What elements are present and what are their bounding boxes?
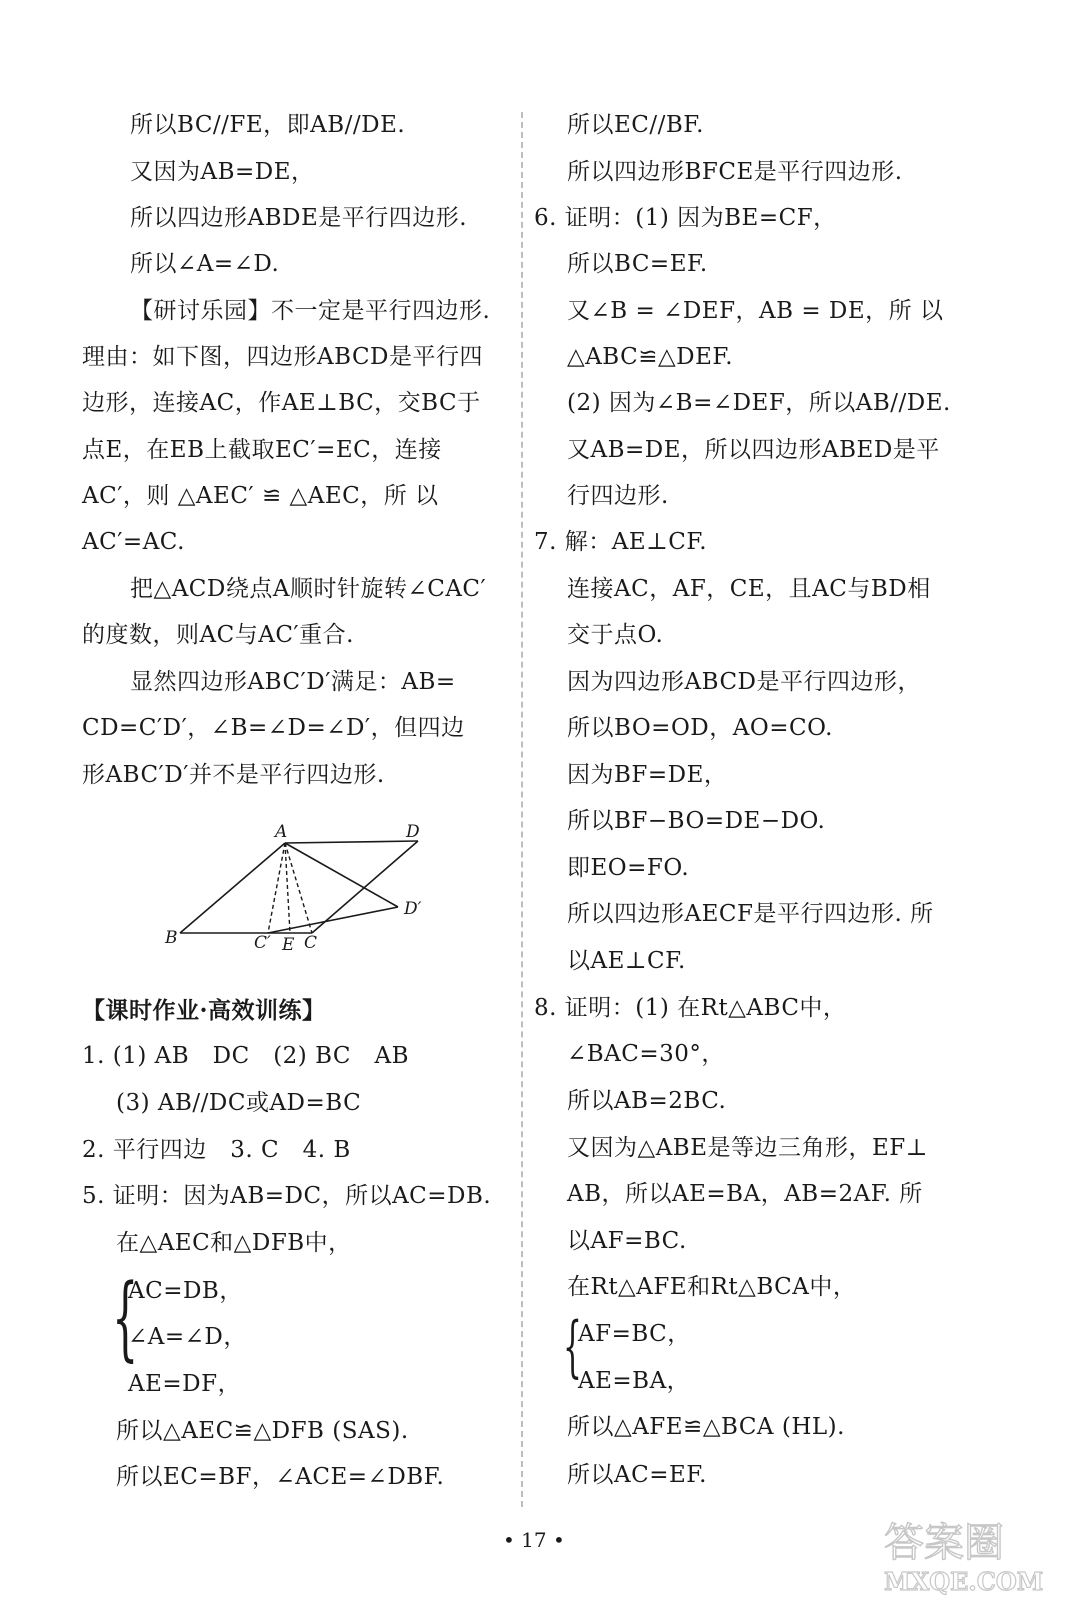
text-line: 把△ACD绕点A顺时针旋转∠CAC′: [130, 576, 487, 602]
text-line: 又AB=DE，所以四边形ABED是平: [567, 437, 940, 463]
text-line: △ABC≌△DEF.: [567, 344, 734, 370]
label-b: B: [165, 928, 178, 948]
text-line: 行四边形.: [567, 483, 669, 509]
segment-ad: [285, 841, 418, 843]
text-line: 又因为AB=DE，: [130, 159, 315, 185]
segment-ab: [180, 843, 285, 933]
text-line: AB，所以AE=BA，AB=2AF. 所: [567, 1181, 923, 1207]
segment-ac-prime: [268, 843, 285, 933]
text-line: 连接AC，AF，CE，且AC与BD相: [567, 576, 931, 602]
geometry-figure: [150, 815, 450, 960]
text-line: 的度数，则AC与AC′重合.: [82, 622, 354, 648]
text-line: 所以∠A=∠D.: [130, 251, 280, 277]
answer-line: 所以EC=BF，∠ACE=∠DBF.: [116, 1464, 445, 1490]
text-line: 所以EC//BF.: [567, 112, 704, 138]
text-line: (2) 因为∠B=∠DEF，所以AB//DE.: [567, 390, 951, 416]
section-heading: 【课时作业·高效训练】: [82, 997, 326, 1024]
text-line: 所以BC=EF.: [567, 251, 708, 277]
label-d: D: [406, 822, 420, 842]
text-line: CD=C′D′，∠B=∠D=∠D′，但四边: [82, 715, 465, 741]
text-line: 所以四边形AECF是平行四边形. 所: [567, 901, 934, 927]
answer-line: 在△AEC和△DFB中，: [116, 1230, 352, 1256]
condition-line: ∠A=∠D，: [128, 1324, 247, 1350]
text-line: 因为四边形ABCD是平行四边形，: [567, 669, 921, 695]
text-line: 7. 解：AE⊥CF.: [534, 529, 708, 555]
text-line: ∠BAC=30°，: [567, 1041, 725, 1067]
text-line: 点E，在EB上截取EC′=EC，连接: [82, 437, 442, 463]
text-line: 以AF=BC.: [567, 1228, 687, 1254]
text-line: AC′，则 △AEC′ ≌ △AEC，所 以: [82, 483, 439, 509]
label-e: E: [282, 935, 295, 955]
discussion-heading: 【研讨乐园】不一定是平行四边形.: [130, 298, 491, 324]
text-line: 在Rt△AFE和Rt△BCA中，: [567, 1274, 857, 1300]
condition-line: AC=DB，: [128, 1278, 243, 1304]
condition-line: AE=BA，: [578, 1368, 691, 1394]
condition-line: AF=BC，: [578, 1321, 691, 1347]
text-line: 因为BF=DE，: [567, 762, 728, 788]
text-line: 以AE⊥CF.: [567, 948, 686, 974]
text-line: 形ABC′D′并不是平行四边形.: [82, 762, 385, 788]
text-line: 所以BF−BO=DE−DO.: [567, 808, 826, 834]
segment-cd: [312, 841, 418, 933]
right-brace: {: [563, 1308, 582, 1385]
answer-line: (3) AB//DC或AD=BC: [116, 1090, 362, 1116]
text-line: 边形，连接AC，作AE⊥BC，交BC于: [82, 390, 481, 416]
text-line: 所以BC//FE，即AB//DE.: [130, 112, 406, 138]
condition-line: AE=DF，: [128, 1371, 242, 1397]
label-c: C: [304, 933, 318, 953]
label-d-prime: D′: [404, 899, 422, 919]
watermark-logo: [880, 1512, 1062, 1596]
answer-line: 所以△AEC≌△DFB (SAS).: [116, 1418, 409, 1444]
text-line: 所以四边形ABDE是平行四边形.: [130, 205, 468, 231]
text-line: 交于点O.: [567, 622, 664, 648]
answer-line: 5. 证明：因为AB=DC，所以AC=DB.: [82, 1183, 492, 1209]
text-line: 理由：如下图，四边形ABCD是平行四: [82, 344, 483, 370]
watermark-bottom-text: MXQE.COM: [884, 1567, 1044, 1596]
text-line: 显然四边形ABC′D′满足：AB=: [130, 669, 456, 695]
text-line: 又因为△ABE是等边三角形，EF⊥: [567, 1135, 928, 1161]
text-line: 所以△AFE≌△BCA (HL).: [567, 1414, 845, 1440]
page-number: • 17 •: [503, 1528, 565, 1552]
watermark-top-text: 答案圈: [884, 1520, 1004, 1566]
text-line: 所以BO=OD，AO=CO.: [567, 715, 833, 741]
text-line: 所以AB=2BC.: [567, 1088, 727, 1114]
text-line: 6. 证明：(1) 因为BE=CF，: [534, 205, 837, 231]
label-a: A: [275, 822, 288, 842]
text-line: 8. 证明：(1) 在Rt△ABC中，: [534, 995, 847, 1021]
text-line: 所以AC=EF.: [567, 1462, 707, 1488]
left-brace: {: [112, 1264, 139, 1371]
text-line: 又∠B = ∠DEF，AB = DE，所 以: [567, 298, 944, 324]
text-line: 即EO=FO.: [567, 855, 690, 881]
column-divider: [521, 112, 523, 1507]
label-c-prime: C′: [254, 933, 271, 953]
text-line: 所以四边形BFCE是平行四边形.: [567, 159, 903, 185]
text-line: AC′=AC.: [82, 529, 185, 555]
answer-line: 1. (1) AB DC (2) BC AB: [82, 1043, 410, 1069]
segment-c-prime-d-prime: [268, 907, 398, 933]
answer-line: 2. 平行四边 3. C 4. B: [82, 1137, 351, 1163]
